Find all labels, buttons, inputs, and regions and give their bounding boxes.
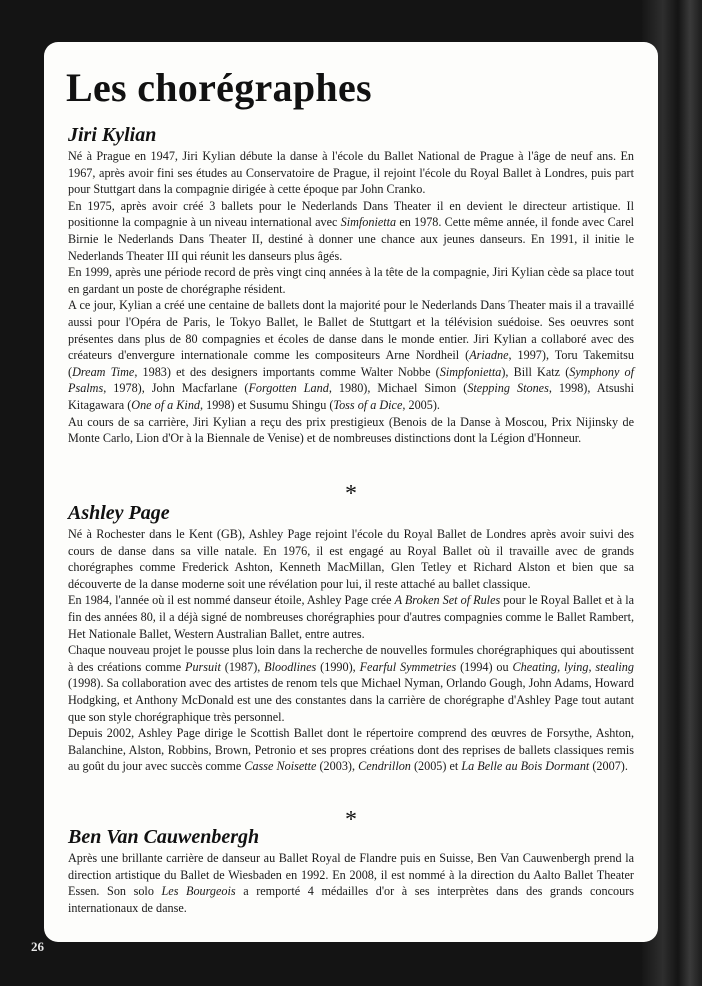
- document-page: [44, 42, 658, 942]
- work-title: La Belle au Bois Dormant: [461, 759, 590, 774]
- section-ben-van-cauwenbergh: [68, 826, 634, 916]
- asterisk-separator: *: [345, 807, 357, 833]
- work-title: Cheating, lying, stealing: [512, 659, 634, 674]
- section-jiri-kylian: [68, 124, 634, 447]
- text-run: (2003),: [316, 759, 359, 774]
- paragraph: [68, 526, 634, 592]
- work-title: One of a Kind: [131, 397, 201, 412]
- paragraph: [68, 198, 634, 264]
- text-run: Depuis 2002, Ashley Page dirige le Scottish Ballet dont le répertoire comprend des œuvres de Forsythe, Ashton, Balanchine, Alston, Robbins, Brown, Petronio et ses propres créations dont des reprises de ballets classiques remis au goût du jour avec succès comme: [68, 726, 634, 774]
- text-run: , 2005).: [402, 397, 440, 412]
- text-run: , 1978), John Macfarlane (: [103, 381, 249, 396]
- text-run: (1994) ou: [456, 659, 513, 674]
- work-title: Cendrillon: [358, 759, 411, 774]
- text-run: , 1980), Michael Simon (: [328, 381, 468, 396]
- asterisk-separator: *: [345, 481, 357, 507]
- text-run: Après une brillante carrière de danseur au Ballet Royal de Flandre puis en Suisse, Ben Van Cauwenbergh prend la direction artistique du Ballet de Wiesbaden en 1992. En 2008, il est nommé à la direction du Aalto Ballet Theater Essen. Son solo: [68, 851, 634, 899]
- section-ashley-page: [68, 502, 634, 775]
- text-run: Né à Rochester dans le Kent (GB), Ashley Page rejoint l'école du Royal Ballet de Londres après avoir suivi des cours de danse dans sa ville natale. En 1976, il est engagé au Royal Ballet où il travaille avec de grands chorégraphes comme Frederick Ashton, Kenneth MacMillan, Glen Tetley et Richard Alston et bien que sa découverte de la danse moderne soit une révélation pour lui, il reste attaché au ballet classique.: [68, 527, 634, 591]
- paragraph: [68, 642, 634, 725]
- text-run: (1998). Sa collaboration avec des artistes de renom tels que Michael Nyman, Orlando Gough, John Adams, Howard Hodgking, et Anthony McDonald est une des constantes dans la carrière de chorégraphe d'Ashley Page tout autant que son style chorégraphique très personnel.: [68, 676, 634, 724]
- paragraph: [68, 297, 634, 413]
- work-title: A Broken Set of Rules: [394, 593, 501, 608]
- text-run: En 1984, l'année où il est nommé danseur étoile, Ashley Page crée: [68, 593, 395, 608]
- work-title: Fearful Symmetries: [359, 659, 457, 674]
- text-run: , 1998) et Susumu Shingu (: [200, 397, 334, 412]
- work-title: Casse Noisette: [244, 759, 317, 774]
- text-run: Né à Prague en 1947, Jiri Kylian débute la danse à l'école du Ballet National de Prague à l'âge de neuf ans. En 1967, après avoir fini ses études au Conservatoire de Prague, il rejoint l'école du Royal Ballet à Londres, puis part pour Stuttgart dans la compagnie dirigée à cette époque par John Cranko.: [68, 149, 634, 197]
- text-run: , 1997), Toru Takemitsu (: [68, 348, 634, 379]
- text-run: En 1999, après une période record de près vingt cinq années à la tête de la compagnie, Jiri Kylian cède sa place tout en gardant un poste de chorégraphe résident.: [68, 265, 634, 296]
- paragraph: [68, 148, 634, 198]
- choreographer-name: Jiri Kylian: [68, 124, 157, 146]
- paragraph: [68, 592, 634, 642]
- work-title: Stepping Stones: [467, 381, 549, 396]
- work-title: Toss of a Dice: [333, 397, 403, 412]
- text-run: pour le Royal Ballet et à la fin des années 80, il a déjà signé de nombreuses chorégraphies pour d'autres compagnies comme le Ballet Rambert, Het Nationale Ballet, Western Australian Ballet, entre autres.: [68, 593, 634, 641]
- text-run: En 1975, après avoir créé 3 ballets pour le Nederlands Dans Theater il en devient le directeur artistique. Il positionne la compagnie à un niveau international avec: [68, 198, 634, 230]
- page-title: Les chorégraphes: [66, 65, 372, 110]
- text-run: , 1998), Atsushi Kitagawara (: [68, 381, 634, 412]
- biography-body: [68, 526, 634, 775]
- text-run: (2007).: [589, 759, 628, 774]
- text-run: a remporté 4 médailles d'or à ses interprètes dans des grands concours internationaux de danse.: [68, 884, 634, 915]
- work-title: Bloodlines: [264, 659, 317, 674]
- work-title: Ariadne: [469, 348, 509, 363]
- paragraph: [68, 725, 634, 775]
- text-run: Au cours de sa carrière, Jiri Kylian a reçu des prix prestigieux (Benois de la Danse à Moscou, Prix Nijinsky de Monte Carlo, Lion d'Or à la Biennale de Venise) et de nombreuses distinctions dont la Légion d'Honneur.: [68, 414, 634, 446]
- text-run: (1987),: [220, 659, 265, 674]
- paragraph: [68, 414, 634, 447]
- biography-body: [68, 850, 634, 916]
- text-run: (2005) et: [410, 759, 462, 774]
- paragraph: [68, 264, 634, 297]
- work-title: Pursuit: [185, 659, 221, 674]
- biography-body: [68, 148, 634, 447]
- work-title: Simfonietta: [340, 215, 397, 230]
- choreographer-name: Ben Van Cauwenbergh: [68, 826, 260, 848]
- work-title: Les Bourgeois: [161, 884, 236, 899]
- text-run: ), Bill Katz (: [501, 364, 570, 379]
- text-run: (1990),: [316, 659, 360, 674]
- text-run: A ce jour, Kylian a créé une centaine de ballets dont la majorité pour le Nederlands Dans Theater mais il a travaillé aussi pour l'Opéra de Paris, le Tokyo Ballet, le Ballet de Stuttgart et la télévision suédoise. Ses oeuvres sont présentes dans plus de 80 compagnies et écoles de danse dans le monde entier. Jiri Kylian a collaboré avec des créateurs d'envergure internationale comme les compositeurs Arne Nordheil (: [68, 298, 634, 363]
- work-title: Forgotten Land: [248, 381, 329, 396]
- text-run: Chaque nouveau projet le pousse plus loin dans la recherche de nouvelles formules chorégraphiques qui aboutissent à des créations comme: [68, 643, 634, 674]
- work-title: Simpfonietta: [439, 364, 502, 379]
- choreographer-name: Ashley Page: [68, 502, 170, 524]
- work-title: Dream Time: [72, 364, 135, 379]
- page-number: 26: [31, 939, 44, 954]
- work-title: Symphony of Psalms: [68, 364, 634, 396]
- text-run: en 1978. Cette même année, il fonde avec Carel Birnie le Nederlands Dans Theater II, destiné à donner une chance aux jeunes danseurs. En 1991, il initie le Nederlands Theater III qui réunit les danseurs plus âgés.: [68, 215, 634, 263]
- text-run: , 1983) et des designers importants comme Walter Nobbe (: [134, 364, 440, 379]
- paragraph: [68, 850, 634, 916]
